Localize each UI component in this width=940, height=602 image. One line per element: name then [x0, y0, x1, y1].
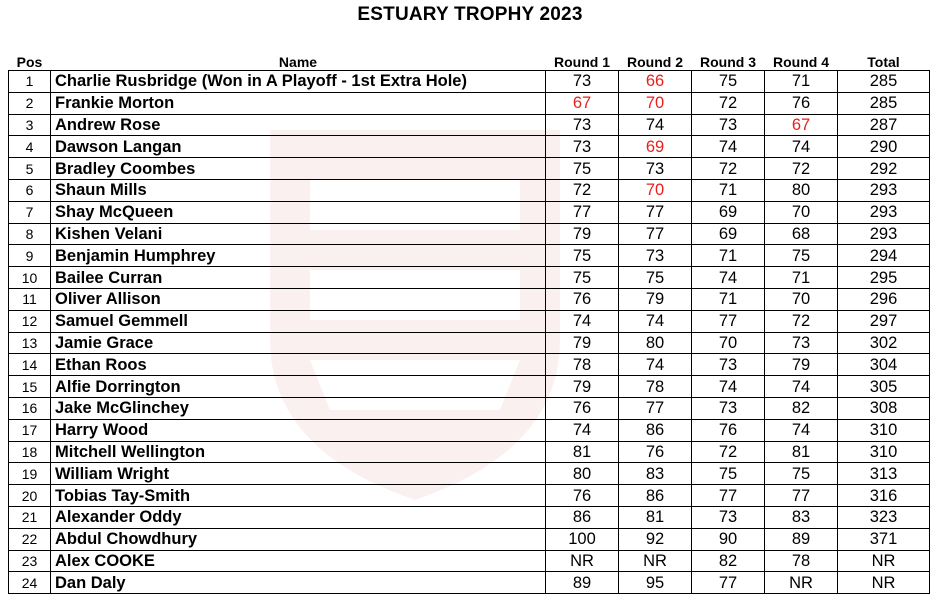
total-score: 302	[838, 332, 930, 354]
round-3-score: 69	[692, 201, 765, 223]
round-3-score: 72	[692, 92, 765, 114]
round-2-score: NR	[619, 550, 692, 572]
total-score: 287	[838, 114, 930, 136]
total-score: 285	[838, 71, 930, 93]
player-name: Benjamin Humphrey	[51, 245, 546, 267]
round-4-score: 82	[765, 397, 838, 419]
round-1-score: 76	[546, 397, 619, 419]
header-row	[9, 54, 930, 71]
table-row	[9, 201, 930, 223]
table-row	[9, 419, 930, 441]
round-3-score: 71	[692, 288, 765, 310]
pos-cell: 3	[9, 114, 51, 136]
round-4-score: 75	[765, 245, 838, 267]
round-2-score: 86	[619, 419, 692, 441]
round-2-score: 77	[619, 223, 692, 245]
table-row	[9, 92, 930, 114]
pos-cell: 5	[9, 158, 51, 180]
total-score: 310	[838, 419, 930, 441]
total-score: 293	[838, 201, 930, 223]
player-name: Shay McQueen	[51, 201, 546, 223]
round-2-score: 66	[619, 71, 692, 93]
round-3-score: 77	[692, 572, 765, 594]
table-row	[9, 136, 930, 158]
round-1-score: 80	[546, 463, 619, 485]
round-3-score: 76	[692, 419, 765, 441]
round-3-score: 70	[692, 332, 765, 354]
table-row	[9, 288, 930, 310]
header-name: Name	[51, 54, 546, 71]
header-round-3: Round 3	[692, 54, 765, 71]
round-1-score: 75	[546, 267, 619, 289]
round-2-score: 76	[619, 441, 692, 463]
round-2-score: 73	[619, 245, 692, 267]
round-3-score: 74	[692, 136, 765, 158]
round-1-score: 79	[546, 376, 619, 398]
player-name: Jamie Grace	[51, 332, 546, 354]
round-2-score: 78	[619, 376, 692, 398]
round-4-score: 72	[765, 158, 838, 180]
pos-cell: 12	[9, 310, 51, 332]
round-3-score: 73	[692, 397, 765, 419]
total-score: 308	[838, 397, 930, 419]
round-2-score: 70	[619, 179, 692, 201]
pos-cell: 21	[9, 506, 51, 528]
pos-cell: 16	[9, 397, 51, 419]
round-2-score: 83	[619, 463, 692, 485]
total-score: 294	[838, 245, 930, 267]
round-1-score: 73	[546, 71, 619, 93]
pos-cell: 13	[9, 332, 51, 354]
round-4-score: NR	[765, 572, 838, 594]
round-1-score: 72	[546, 179, 619, 201]
table-row	[9, 397, 930, 419]
round-2-score: 70	[619, 92, 692, 114]
table-row	[9, 245, 930, 267]
round-4-score: 70	[765, 288, 838, 310]
pos-cell: 24	[9, 572, 51, 594]
header-round-4: Round 4	[765, 54, 838, 71]
table-row	[9, 485, 930, 507]
round-4-score: 70	[765, 201, 838, 223]
round-3-score: 72	[692, 441, 765, 463]
player-name: Bailee Curran	[51, 267, 546, 289]
table-row	[9, 310, 930, 332]
round-2-score: 77	[619, 397, 692, 419]
round-2-score: 69	[619, 136, 692, 158]
pos-cell: 11	[9, 288, 51, 310]
round-4-score: 80	[765, 179, 838, 201]
pos-cell: 10	[9, 267, 51, 289]
round-3-score: 75	[692, 71, 765, 93]
total-score: 290	[838, 136, 930, 158]
round-3-score: 72	[692, 158, 765, 180]
player-name: Dan Daly	[51, 572, 546, 594]
round-2-score: 75	[619, 267, 692, 289]
table-row	[9, 354, 930, 376]
table-row	[9, 463, 930, 485]
pos-cell: 22	[9, 528, 51, 550]
round-4-score: 75	[765, 463, 838, 485]
total-score: 292	[838, 158, 930, 180]
pos-cell: 2	[9, 92, 51, 114]
round-1-score: 74	[546, 310, 619, 332]
round-3-score: 82	[692, 550, 765, 572]
round-3-score: 69	[692, 223, 765, 245]
round-4-score: 72	[765, 310, 838, 332]
round-3-score: 75	[692, 463, 765, 485]
table-row	[9, 441, 930, 463]
round-2-score: 80	[619, 332, 692, 354]
total-score: 316	[838, 485, 930, 507]
table-row	[9, 71, 930, 93]
round-2-score: 74	[619, 310, 692, 332]
round-4-score: 81	[765, 441, 838, 463]
player-name: William Wright	[51, 463, 546, 485]
total-score: 305	[838, 376, 930, 398]
player-name: Alex COOKE	[51, 550, 546, 572]
table-row	[9, 223, 930, 245]
player-name: Frankie Morton	[51, 92, 546, 114]
pos-cell: 1	[9, 71, 51, 93]
table-row	[9, 528, 930, 550]
round-2-score: 74	[619, 114, 692, 136]
round-3-score: 74	[692, 376, 765, 398]
page-title: ESTUARY TROPHY 2023	[357, 4, 583, 25]
player-name: Alexander Oddy	[51, 506, 546, 528]
pos-cell: 4	[9, 136, 51, 158]
round-4-score: 89	[765, 528, 838, 550]
player-name: Ethan Roos	[51, 354, 546, 376]
pos-cell: 19	[9, 463, 51, 485]
round-1-score: 79	[546, 332, 619, 354]
total-score: 295	[838, 267, 930, 289]
round-3-score: 73	[692, 354, 765, 376]
round-1-score: 78	[546, 354, 619, 376]
round-4-score: 68	[765, 223, 838, 245]
total-score: 304	[838, 354, 930, 376]
round-4-score: 74	[765, 376, 838, 398]
total-score: 285	[838, 92, 930, 114]
round-2-score: 86	[619, 485, 692, 507]
player-name: Mitchell Wellington	[51, 441, 546, 463]
round-4-score: 79	[765, 354, 838, 376]
pos-cell: 18	[9, 441, 51, 463]
round-4-score: 76	[765, 92, 838, 114]
round-1-score: 100	[546, 528, 619, 550]
round-2-score: 92	[619, 528, 692, 550]
total-score: 296	[838, 288, 930, 310]
player-name: Dawson Langan	[51, 136, 546, 158]
round-4-score: 74	[765, 419, 838, 441]
round-4-score: 71	[765, 71, 838, 93]
round-1-score: 89	[546, 572, 619, 594]
total-score: 297	[838, 310, 930, 332]
round-1-score: 74	[546, 419, 619, 441]
table-row	[9, 267, 930, 289]
round-4-score: 78	[765, 550, 838, 572]
table-row	[9, 179, 930, 201]
round-1-score: 81	[546, 441, 619, 463]
round-4-score: 67	[765, 114, 838, 136]
round-1-score: 76	[546, 288, 619, 310]
player-name: Samuel Gemmell	[51, 310, 546, 332]
round-3-score: 71	[692, 245, 765, 267]
player-name: Bradley Coombes	[51, 158, 546, 180]
player-name: Harry Wood	[51, 419, 546, 441]
results-body	[9, 71, 930, 594]
pos-cell: 8	[9, 223, 51, 245]
header-pos: Pos	[9, 54, 51, 71]
header-total: Total	[838, 54, 930, 71]
round-2-score: 74	[619, 354, 692, 376]
round-1-score: 77	[546, 201, 619, 223]
player-name: Tobias Tay-Smith	[51, 485, 546, 507]
round-3-score: 74	[692, 267, 765, 289]
table-row	[9, 158, 930, 180]
results-table	[8, 54, 930, 594]
round-2-score: 77	[619, 201, 692, 223]
pos-cell: 15	[9, 376, 51, 398]
pos-cell: 9	[9, 245, 51, 267]
round-1-score: 76	[546, 485, 619, 507]
round-2-score: 95	[619, 572, 692, 594]
player-name: Kishen Velani	[51, 223, 546, 245]
pos-cell: 14	[9, 354, 51, 376]
round-3-score: 90	[692, 528, 765, 550]
total-score: NR	[838, 572, 930, 594]
round-4-score: 83	[765, 506, 838, 528]
round-4-score: 74	[765, 136, 838, 158]
header-round-1: Round 1	[546, 54, 619, 71]
round-2-score: 79	[619, 288, 692, 310]
round-1-score: 73	[546, 114, 619, 136]
total-score: 293	[838, 179, 930, 201]
round-3-score: 77	[692, 485, 765, 507]
pos-cell: 20	[9, 485, 51, 507]
round-3-score: 77	[692, 310, 765, 332]
pos-cell: 17	[9, 419, 51, 441]
table-row	[9, 506, 930, 528]
player-name: Andrew Rose	[51, 114, 546, 136]
total-score: 313	[838, 463, 930, 485]
round-1-score: 86	[546, 506, 619, 528]
round-4-score: 73	[765, 332, 838, 354]
total-score: 323	[838, 506, 930, 528]
table-row	[9, 376, 930, 398]
player-name: Oliver Allison	[51, 288, 546, 310]
pos-cell: 23	[9, 550, 51, 572]
total-score: 293	[838, 223, 930, 245]
round-1-score: 73	[546, 136, 619, 158]
round-3-score: 73	[692, 114, 765, 136]
table-row	[9, 572, 930, 594]
player-name: Abdul Chowdhury	[51, 528, 546, 550]
pos-cell: 7	[9, 201, 51, 223]
round-3-score: 73	[692, 506, 765, 528]
total-score: 310	[838, 441, 930, 463]
round-3-score: 71	[692, 179, 765, 201]
round-1-score: 79	[546, 223, 619, 245]
round-4-score: 77	[765, 485, 838, 507]
player-name: Shaun Mills	[51, 179, 546, 201]
round-1-score: 67	[546, 92, 619, 114]
round-2-score: 81	[619, 506, 692, 528]
table-row	[9, 114, 930, 136]
round-1-score: 75	[546, 245, 619, 267]
round-4-score: 71	[765, 267, 838, 289]
total-score: 371	[838, 528, 930, 550]
player-name: Charlie Rusbridge (Won in A Playoff - 1st Extra Hole)	[51, 71, 546, 93]
pos-cell: 6	[9, 179, 51, 201]
round-1-score: NR	[546, 550, 619, 572]
round-2-score: 73	[619, 158, 692, 180]
table-row	[9, 550, 930, 572]
table-row	[9, 332, 930, 354]
player-name: Alfie Dorrington	[51, 376, 546, 398]
player-name: Jake McGlinchey	[51, 397, 546, 419]
total-score: NR	[838, 550, 930, 572]
header-round-2: Round 2	[619, 54, 692, 71]
round-1-score: 75	[546, 158, 619, 180]
